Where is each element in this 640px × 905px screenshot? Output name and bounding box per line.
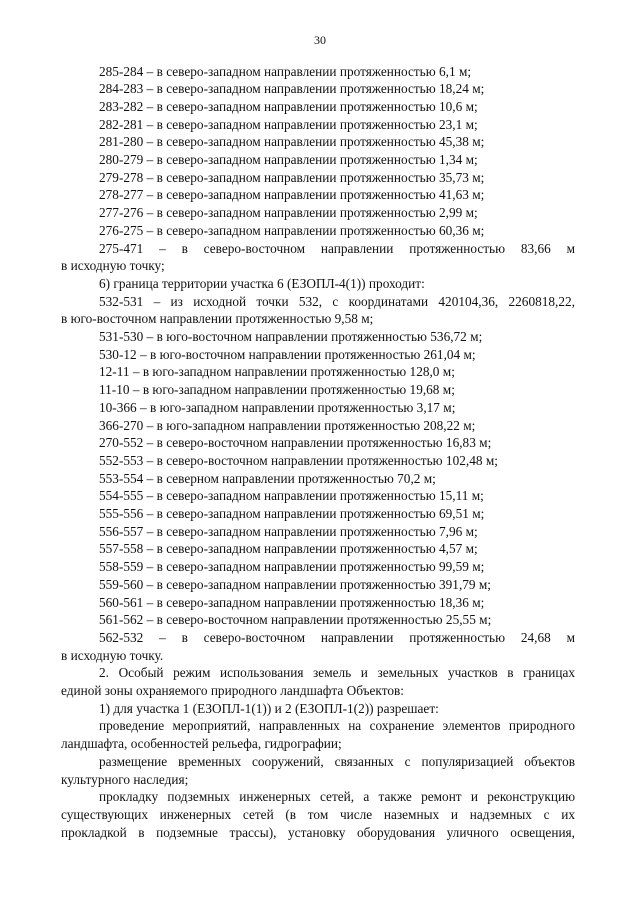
text-line: культурного наследия; xyxy=(61,771,189,787)
text-line: 558-559 – в северо-западном направлении протяженностью 99,59 м; xyxy=(99,559,485,575)
text-line: 2. Особый режим использования земель и земельных участков в границах xyxy=(99,665,575,681)
text-line: 366-270 – в юго-западном направлении протяженностью 208,22 м; xyxy=(99,417,476,433)
text-line: 557-558 – в северо-западном направлении протяженностью 4,57 м; xyxy=(99,541,478,557)
text-line: 284-283 – в северо-западном направлении протяженностью 18,24 м; xyxy=(99,81,485,97)
text-line: 278-277 – в северо-западном направлении протяженностью 41,63 м; xyxy=(99,187,485,203)
text-line: прокладкой в подземные трассы), установку оборудования уличного освещения, xyxy=(61,824,575,840)
text-line: 530-12 – в юго-восточном направлении протяженностью 261,04 м; xyxy=(99,346,476,362)
text-line: 282-281 – в северо-западном направлении протяженностью 23,1 м; xyxy=(99,116,478,132)
text-line: 275-471 – в северо-восточном направлении протяженностью 83,66 м xyxy=(99,240,575,256)
text-line: 12-11 – в юго-западном направлении протяженностью 128,0 м; xyxy=(99,364,455,380)
text-line: 562-532 – в северо-восточном направлении протяженностью 24,68 м xyxy=(99,629,575,645)
text-line: 270-552 – в северо-восточном направлении протяженностью 16,83 м; xyxy=(99,435,492,451)
text-line: ландшафта, особенностей рельефа, гидрографии; xyxy=(61,736,342,752)
text-line: проведение мероприятий, направленных на сохранение элементов природного xyxy=(99,718,575,734)
text-line: 552-553 – в северо-восточном направлении протяженностью 102,48 м; xyxy=(99,452,498,468)
text-line: 1) для участка 1 (ЕЗОПЛ-1(1)) и 2 (ЕЗОПЛ-1(2)) разрешает: xyxy=(99,700,439,716)
text-line: в исходную точку. xyxy=(61,647,164,663)
text-line: единой зоны охраняемого природного ландшафта Объектов: xyxy=(61,683,404,698)
text-line: 531-530 – в юго-восточном направлении протяженностью 536,72 м; xyxy=(99,329,483,344)
text-line: 285-284 – в северо-западном направлении протяженностью 6,1 м; xyxy=(99,63,472,79)
text-line: 281-280 – в северо-западном направлении протяженностью 45,38 м; xyxy=(99,134,485,150)
text-line: 11-10 – в юго-западном направлении протяженностью 19,68 м; xyxy=(99,382,455,398)
text-line: 283-282 – в северо-западном направлении протяженностью 10,6 м; xyxy=(99,98,478,114)
page-number: 30 xyxy=(314,33,326,47)
text-line: размещение временных сооружений, связанных с популяризацией объектов xyxy=(99,753,575,769)
text-line: прокладку подземных инженерных сетей, а также ремонт и реконструкцию xyxy=(99,789,575,805)
text-line: 279-278 – в северо-западном направлении протяженностью 35,73 м; xyxy=(99,169,485,185)
text-line: 277-276 – в северо-западном направлении протяженностью 2,99 м; xyxy=(99,205,478,221)
text-line: 553-554 – в северном направлении протяженностью 70,2 м; xyxy=(99,470,436,486)
text-line: 555-556 – в северо-западном направлении протяженностью 69,51 м; xyxy=(99,506,485,521)
text-line: существующих инженерных сетей (в том числе наземных и надземных с их xyxy=(61,806,575,822)
text-line: 6) граница территории участка 6 (ЕЗОПЛ-4(1)) проходит: xyxy=(99,275,425,291)
text-line: 532-531 – из исходной точки 532, с координатами 420104,36, 2260818,22, xyxy=(99,293,575,309)
text-line: в юго-восточном направлении протяженностью 9,58 м; xyxy=(61,311,374,327)
text-line: 554-555 – в северо-западном направлении протяженностью 15,11 м; xyxy=(99,488,484,504)
text-line: 280-279 – в северо-западном направлении протяженностью 1,34 м; xyxy=(99,152,478,167)
text-line: 561-562 – в северо-восточном направлении протяженностью 25,55 м; xyxy=(99,612,492,628)
text-line: 560-561 – в северо-западном направлении протяженностью 18,36 м; xyxy=(99,594,485,610)
text-line: 559-560 – в северо-западном направлении протяженностью 391,79 м; xyxy=(99,576,491,592)
text-line: 10-366 – в юго-западном направлении протяженностью 3,17 м; xyxy=(99,399,456,415)
text-line: 276-275 – в северо-западном направлении протяженностью 60,36 м; xyxy=(99,222,485,238)
text-line: в исходную точку; xyxy=(61,258,165,274)
text-line: 556-557 – в северо-западном направлении протяженностью 7,96 м; xyxy=(99,523,478,539)
